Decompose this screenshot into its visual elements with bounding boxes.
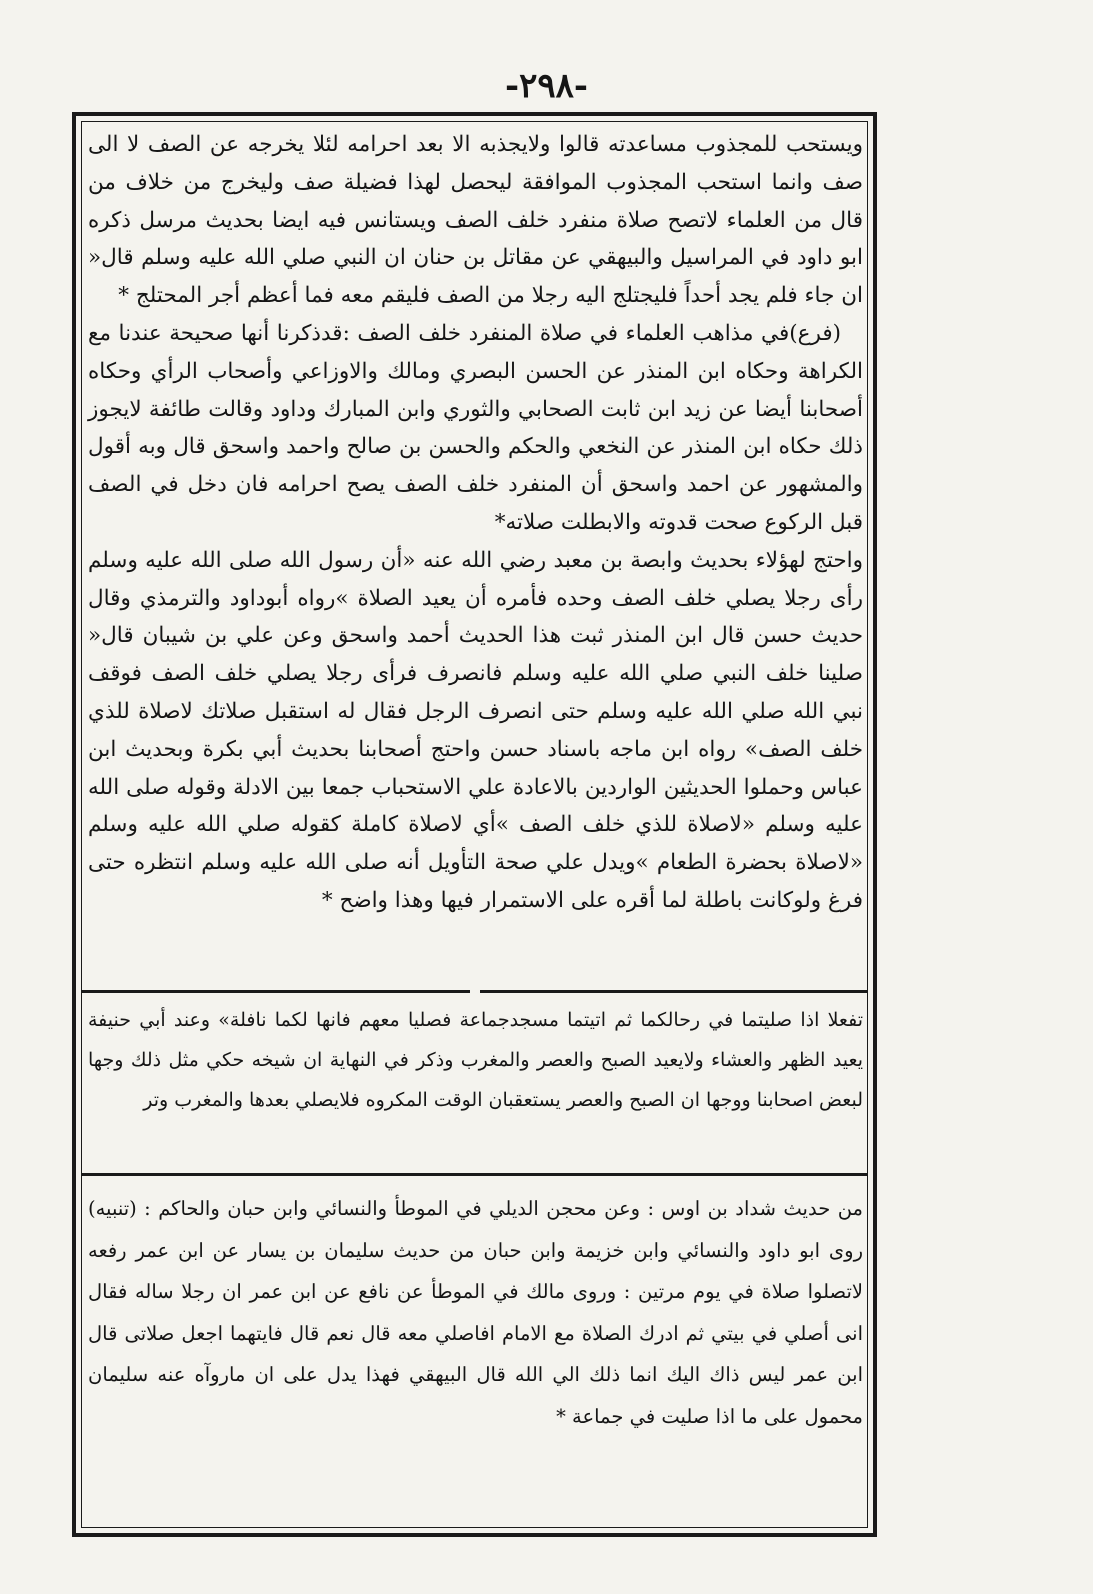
footnote-2-text: من حديث شداد بن اوس : وعن محجن الديلي في الموطأ والنسائي وابن حبان والحاكم : (تنبيه) روى ابو داود والنسائي وابن خزيمة وابن حبان من حديث سليمان بن يسار عن ابن عمر رفعه لاتصلوا صلاة في يوم مرتين : وروى مالك في الموطأ عن نافع عن ابن عمر ان رجلا ساله فقال انى أصلي في بيتي ثم ادرك الصلاة مع الامام افاصلي معه قال نعم قال فايتهما اجعل صلاتى قال ابن عمر ليس ذاك اليك انما ذلك الي الله قال البيهقي فهذا يدل على ان ماروآه عنه سليمان محمول على ما اذا صليت في جماعة * [88,1197,863,1428]
main-text [88,126,863,920]
main-paragraph-3: واحتج لهؤلاء بحديث وابصة بن معبد رضي الله عنه «أن رسول الله صلى الله عليه وسلم رأى رجلا يصلي خلف الصف وحده فأمره أن يعيد الصلاة »رواه أبوداود والترمذي وقال حديث حسن قال ابن المنذر ثبت هذا الحديث أحمد واسحق وعن علي بن شيبان قال« صلينا خلف النبي صلي الله عليه وسلم فانصرف فرأى رجلا يصلي خلف الصف فوقف نبي الله صلي الله عليه وسلم حتى انصرف الرجل فقال له استقبل صلاتك لاصلاة للذي خلف الصف» رواه ابن ماجه باسناد حسن واحتج أصحابنا بحديث أبي بكرة وبحديث ابن عباس وحملوا الحديثين الواردين بالاعادة علي الاستحباب جمعا بين الادلة وقوله صلى الله عليه وسلم «لاصلاة للذي خلف الصف »أي لاصلاة كاملة كقوله صلي الله عليه وسلم «لاصلاة بحضرة الطعام »ويدل علي صحة التأويل أنه صلى الله عليه وسلم انتظره حتى فرغ ولوكانت باطلة لما أقره على الاستمرار فيها وهذا واضح * [88,547,863,913]
main-paragraph-2: (فرع)في مذاهب العلماء في صلاة المنفرد خلف الصف :قدذكرنا أنها صحيحة عندنا مع الكراهة وحكاه ابن المنذر عن الحسن البصري ومالك والاوزاعي وأصحاب الرأي وحكاه أصحابنا أيضا عن زيد ابن ثابت الصحابي والثوري وابن المبارك وداود وقالت طائفة لايجوز ذلك حكاه ابن المنذر عن النخعي والحكم والحسن بن صالح واحمد واسحق قال وبه أقول والمشهور عن احمد واسحق أن المنفرد خلف الصف يصح احرامه فان دخل في الصف قبل الركوع صحت قدوته والابطلت صلاته* [88,320,863,535]
footnote-1-text: تفعلا اذا صليتما في رحالكما ثم اتيتما مسجدجماعة فصليا معهم فانها لكما نافلة» وعند أبي حنيفة يعيد الظهر والعشاء ولايعيد الصبح والعصر والمغرب وذكر في النهاية ان شيخه حكي مثل ذلك وجها لبعض اصحابنا ووجها ان الصبح والعصر يستعقبان الوقت المكروه فلايصلي بعدها والمغرب وتر [88,1009,863,1111]
footnote-divider-gap [470,987,480,995]
page-number: -٢٩٨- [504,66,589,106]
main-paragraph-1: ويستحب للمجذوب مساعدته قالوا ولايجذبه الا بعد احرامه لئلا يخرجه عن الصف لا الى صف وانما استحب المجذوب الموافقة ليحصل لهذا فضيلة صف وليخرج من خلاف من قال من العلماء لاتصح صلاة منفرد خلف الصف ويستانس فيه ايضا بحديث مرسل ذكره ابو داود في المراسيل والبيهقي عن مقاتل بن حنان ان النبي صلي الله عليه وسلم قال« ان جاء فلم يجد أحداً فليجتلج اليه رجلا من الصف فليقم معه فما أعظم أجر المحتلج * [88,132,863,309]
footnote-divider-2 [82,1173,868,1176]
footnote-2 [88,1188,863,1437]
footnote-1 [88,1000,863,1120]
